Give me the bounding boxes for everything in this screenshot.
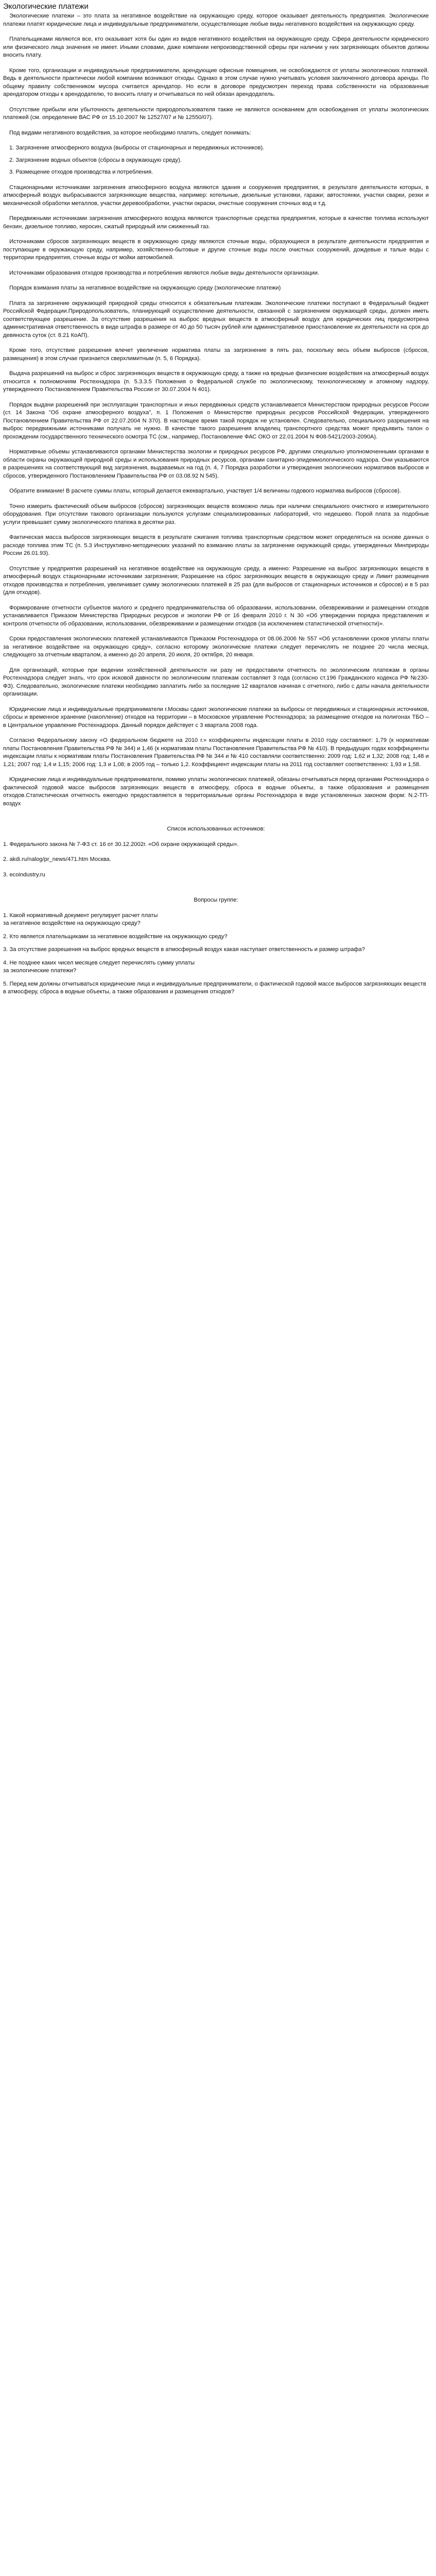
paragraph: Обратите внимание! В расчете суммы платы, который делается ежеквартально, участвует 1/4 величины годового норматива выбросов (сбросов). bbox=[9, 488, 402, 494]
paragraph: Под видами негативного воздействия, за которое необходимо платить, следует понимать: bbox=[9, 129, 251, 136]
questions-list bbox=[3, 912, 429, 996]
paragraph: Точно измерить фактический объем выбросов (сбросов) загрязняющих веществ возможно лишь при наличии специального очистного и измерительного оборудования. При отсутствии такового организации пользуются услугами специализированных лабораторий, что недешево. Порой плата за подобные услуги превышает сумму экологического платежа в десятки раз. bbox=[3, 503, 429, 526]
paragraph: Нормативные объемы устанавливаются органами Министерства экологии и природных ресурсов РФ, другими специально уполномоченными органами в области охраны окружающей природной среды и использования природных ресурсов, органами санитарно-эпидемиологического надзора. Они указываются в разрешениях на соответствующий вид загрязнения, выдаваемых на год (п. 4, 7 Порядка разработки и утверждения экологических нормативов выбросов и сбросов, утвержденного Постановлением Правительства РФ от 03.08.92 N 545). bbox=[3, 449, 429, 479]
list-item: 2. Загрязнение водных объектов (сбросы в окружающую среду). bbox=[9, 157, 182, 163]
paragraph: Выдача разрешений на выброс и сброс загрязняющих веществ в окружающую среду, а также на вредные физические воздействия на атмосферный воздух относится к полномочиям Ростехнадзора (п. 5.3.3.5 Положения о Федеральной службе по экологическому, технологическому и атомному надзору, утвержденного Постановлением Правительства России от 30.07.2004 N 401). bbox=[3, 370, 429, 393]
paragraph: Согласно Федеральному закону «О федеральном бюджете на 2010 г.» коэффициенты индексации платы в 2010 году составляют: 1,79 (к нормативам платы Постановления Правительства РФ № 344) и 1,46 (к нормативам платы Постановления Правительства РФ № 410). В предыдущих годах коэффициенты индексации платы к нормативам платы Постановления Правительства РФ № 344 и № 410 составляли соответственно: 2009 год: 1,62 и 1,32; 2008 год: 1,48 и 1,21; 2007 год: 1,4 и 1,15; 2006 год: 1,3 и 1,08; в 2005 год – только 1,2. Коэффициент индексации платы на 2011 год составляет соответственно: 1,93 и 1,58. bbox=[3, 737, 429, 768]
question-item: 3. За отсутствие разрешения на выброс вредных веществ в атмосферный воздух какая наступает ответственность и размер штрафа? bbox=[3, 946, 365, 953]
paragraph: Передвижными источниками загрязнения атмосферного воздуха являются транспортные средства предприятия, которые в качестве топлива используют бензин, дизельное топливо, керосин, сжатый природный или сжиженный газ. bbox=[3, 215, 429, 230]
paragraph: Источниками сбросов загрязняющих веществ в окружающую среду являются сточные воды, образующиеся в результате деятельности предприятия и поступающие в окружающую среду, например, хозяйственно-бытовые и другие сточные воды после очистных сооружений, дождевые и талые воды с территории предприятия, сточные воды от мойки автомобилей. bbox=[3, 239, 429, 261]
question-item: 2. Кто является плательщиками за негативное воздействие на окружающую среду? bbox=[3, 933, 228, 940]
paragraph: Плата за загрязнение окружающей природной среды относится к обязательным платежам. Экологические платежи поступают в Федеральный бюджет Российской Федерации.Природопользователь, планирующий осуществление деятельности, связанной с загрязнением окружающей среды, должен иметь соответствующее разрешение. За отсутствие разрешения на выброс вредных веществ в атмосферный воздух для юридических лиц предусмотрена административная ответственность в виде штрафа в размере от 40 до 50 тысяч рублей или административное приостановление их деятельности на срок до девяноста суток (ст. 8.21 КоАП). bbox=[3, 300, 429, 338]
paragraph: Сроки предоставления экологических платежей устанавливаются Приказом Ростехнадзора от 08.06.2006 № 557 «Об установлении сроков уплаты платы за негативное воздействие на окружающую среду», согласно которому экологические платежи следует перечислять не позднее 20 числа месяца, следующего за отчетным кварталом, а именно до 20 апреля, 20 июля, 20 октября, 20 января. bbox=[3, 636, 429, 658]
paragraph: Отсутствие прибыли или убыточность деятельности природопользователя также не являются основанием для освобождения от уплаты экологических платежей (см. определение ВАС РФ от 15.10.2007 № 12527/07 и № 12550/07). bbox=[3, 106, 429, 121]
paragraph: Юридические лица и индивидуальные предприниматели, помимо уплаты экологических платежей, обязаны отчитываться перед органами Ростехнадзора о фактической годовой массе выбросов загрязняющих веществ в атмосферу, сброса в водные объекты, а также образования и размещения отходов.Статистическая отчетность ежегодно предоставляется в территориальные органы Ростехнадзора в виде установленных законом форм: N.2-ТП-воздух bbox=[3, 776, 429, 807]
page-title: Экологические платежи bbox=[3, 2, 89, 11]
paragraph: Отсутствие у предприятия разрешений на негативное воздействие на окружающую среду, а именно: Разрешение на выброс загрязняющих веществ в атмосферный воздух стационарными источниками загрязнения; Разрешение на сброс загрязняющих веществ в окружающую среду и Лимит размещения отходов производства и потребления, увеличивает сумму экологических платежей в 25 раз (для выбросов от стационарных источников и сбросов) и в 5 раз (для отходов). bbox=[3, 565, 429, 596]
source-item: 1. Федерального закона № 7-ФЗ ст. 16 от 30.12.2002г. «Об охране окружающей среды». bbox=[3, 841, 239, 848]
paragraph: Стационарными источниками загрязнения атмосферного воздуха являются здания и сооружения предприятия, в результате деятельности которых, в атмосферный воздух выбрасываются загрязняющие вещества, например: котельные, дизельные установки, гаражи; автостоянки, участки сварки, резки и механической обработки металлов, участки деревообработки, участки окраски, очистные сооружения сточных вод и т.д. bbox=[3, 184, 429, 207]
list-item: 1. Загрязнение атмосферного воздуха (выбросы от стационарных и передвижных источников). bbox=[9, 145, 265, 151]
question-item: 4. Не позднее каких чисел месяцев следует перечислять сумму уплаты за экологические платежи? bbox=[3, 959, 195, 974]
paragraph: Источниками образования отходов производства и потребления являются любые виды деятельности организации. bbox=[9, 269, 320, 276]
source-item: 2. akdi.ru/nalog/pr_news/471.htm Москва. bbox=[3, 856, 111, 862]
section-heading: Порядок взимания платы за негативное воздействие на окружающую среду (экологические платежи) bbox=[9, 285, 281, 291]
questions-heading: Вопросы группе: bbox=[194, 897, 238, 903]
document bbox=[0, 2, 436, 996]
paragraph: Кроме того, отсутствие разрешения влечет увеличение норматива платы за загрязнение в пять раз, поскольку весь объем выбросов (сбросов, размещения) в этом случае признается сверхлимитным (п. 5, 6 Порядка). bbox=[3, 347, 429, 362]
sources-heading: Список использованных источников: bbox=[167, 826, 265, 832]
paragraph: Экологические платежи – это плата за негативное воздействие на окружающую среду, которое оказывает деятельность предприятия. Экологические платежи платят юридические лица и индивидуальные предприниматели, осуществляющие любые виды негативного воздействия на окружающую среду. bbox=[3, 13, 429, 27]
spacer bbox=[3, 815, 429, 825]
question-item: 1. Какой нормативный документ регулирует расчет платы за негативное воздействие на окружающую среду? bbox=[3, 912, 158, 926]
paragraph: Кроме того, организации и индивидуальные предприниматели, арендующие офисные помещения, не освобождаются от уплаты экологических платежей. Ведь в деятельности практически любой компании возникают отходы. Однако в этом случае нужно учитывать условия заключенного договора аренды. По общему правилу собственником мусора считается арендатор. Но если в договоре предусмотрен переход права собственности на образованные арендатором отходы к арендодателю, то вносить плату и отчитываться по ней обязан арендодатель. bbox=[3, 67, 429, 97]
paragraph: Порядок выдачи разрешений при эксплуатации транспортных и иных передвижных средств устанавливается Министерством природных ресурсов России (ст. 14 Закона "Об охране атмосферного воздуха", п. 1 Положения о Министерстве природных ресурсов Российской Федерации, утвержденного Постановлением Правительства РФ от 22.07.2004 N 370). В настоящее время такой порядок не установлен. Следовательно, специального разрешения на выброс передвижными источниками получать не нужно. В качестве такого разрешения владелец транспортного средства может предъявить талон о прохождении государственного технического осмотра ТС (см., например, Постановление ФАС ОКО от 22.01.2004 N Ф08-5421/2003-2090А). bbox=[3, 401, 429, 440]
paragraph: Плательщиками являются все, кто оказывает хотя бы один из видов негативного воздействия на окружающую среду. Сфера деятельности юридического или физического лица значения не имеет. Иными словами, даже компании непроизводственной сферы при наличии у них загрязняющих объектов должны вносить плату. bbox=[3, 36, 429, 58]
question-item: 5. Перед кем должны отчитываться юридические лица и индивидуальные предприниматели, о фактической годовой массе выбросов загрязняющих веществ в атмосферу, сброса в водные объекты, а также образования и размещения отходов? bbox=[3, 980, 426, 995]
list-item: 3. Размещение отходов производства и потребления. bbox=[9, 169, 153, 175]
paragraph: Формирование отчетности субъектов малого и среднего предпринимательства об образовании, использовании, обезвреживании и размещении отходов устанавливается Приказом Министерства Природных ресурсов и экологии РФ от 16 февраля 2010 г. N 30 «Об утверждении порядка представления и контроля отчетности об образовании, использовании, обезвреживании и размещении отходов (за исключением статистической отчетности)». bbox=[3, 604, 429, 627]
impact-types-list bbox=[3, 144, 429, 177]
source-item: 3. ecoindustry.ru bbox=[3, 871, 45, 878]
sources-list bbox=[3, 841, 429, 879]
spacer bbox=[3, 886, 429, 896]
paragraph: Юридические лица и индивидуальные предприниматели г.Москвы сдают экологические платежи за выбросы от передвижных и стационарных источников, сбросы и временное хранение (накопление) отходов на территории – в Московское управление Ростехнадзора; за размещение отходов на полигонах ТБО – в Центральное управление Ростехнадзора. Данный порядок действует с 3 квартала 2008 года. bbox=[3, 706, 429, 728]
paragraph: Фактическая масса выбросов загрязняющих веществ в результате сжигания топлива транспортным средством может определяться на основе данных о расходе топлива этим ТС (п. 5.3 Инструктивно-методических указаний по взиманию платы за загрязнение окружающей среды, утвержденных Минприроды России 26.01.93). bbox=[3, 534, 429, 556]
paragraph: Для организаций, которые при ведении хозяйственной деятельности ни разу не предоставили отчетность по экологическим платежам в органы Ростехнадзора следует знать, что срок исковой давности по экологическим платежам составляет 3 года (согласно ст.196 Гражданского кодекса РФ №230-ФЗ). Следовательно, экологические платежи необходимо заплатить либо за последние 12 кварталов начиная с отчетного, либо с даты начала деятельности организации. bbox=[3, 667, 429, 697]
